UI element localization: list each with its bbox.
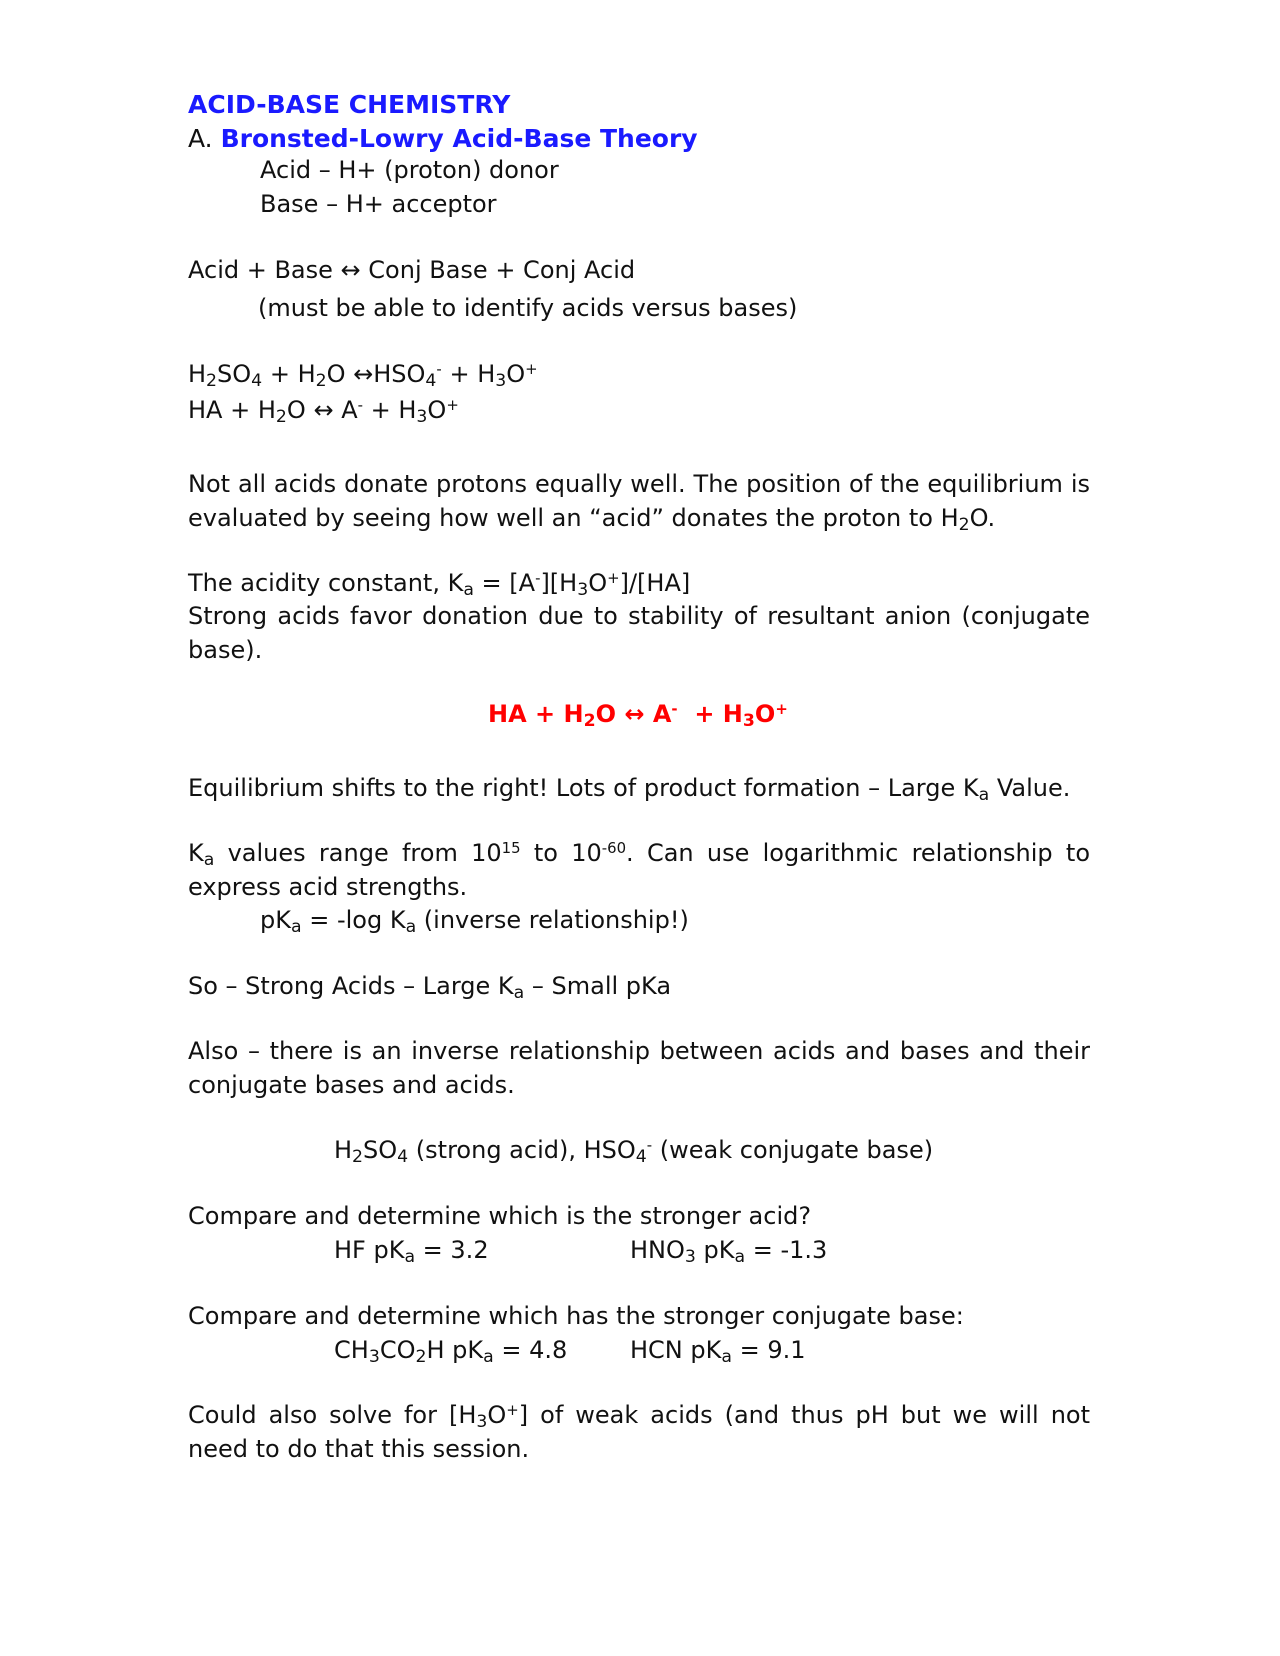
acidity-constant	[188, 568, 691, 600]
eq1-minus: -	[436, 359, 442, 378]
hf-b: = 3.2	[415, 1236, 489, 1264]
ch3-a: CH	[334, 1336, 369, 1364]
range-d: . Can use logarithmic relationship to express acid strengths.	[188, 839, 1091, 901]
red-ha: HA	[488, 700, 527, 728]
red-plus: +	[535, 700, 556, 728]
eq1-h3o-o: O	[506, 360, 526, 388]
red-plus-2: +	[694, 700, 715, 728]
eq2-water-o: O	[286, 396, 306, 424]
ch3-ka-sub: a	[483, 1346, 494, 1367]
reaction-note: (must be able to identify acids versus bases)	[258, 294, 798, 322]
section-title: Bronsted-Lowry Acid-Base Theory	[220, 124, 698, 153]
hno-a: HNO	[630, 1236, 685, 1264]
so-b: – Small pKa	[524, 972, 672, 1000]
paragraph-proton-donation	[188, 467, 1090, 535]
eq1-water-h: H	[297, 360, 316, 388]
ch3-d: = 4.8	[493, 1336, 568, 1364]
strong-acid-example	[334, 1135, 934, 1167]
range-k: K	[188, 839, 204, 867]
range-exp1: 15	[501, 838, 521, 857]
hf-a: HF pK	[334, 1236, 405, 1264]
eq1-so: SO	[217, 360, 252, 388]
pka-c: (inverse relationship!)	[416, 906, 689, 934]
range-exp2: -60	[601, 838, 627, 857]
reaction-left: Acid + Base	[188, 256, 333, 284]
red-water-o: O	[595, 700, 617, 728]
could-charge: +	[506, 1400, 519, 1419]
compare-acid-question: Compare and determine which is the stronger acid?	[188, 1202, 812, 1230]
eq2-water-sub: 2	[275, 406, 287, 427]
so-sub: a	[513, 982, 525, 1003]
eq2-water-h: H	[257, 396, 276, 424]
red-h3o-sub: 3	[742, 710, 755, 731]
shift-sub: a	[978, 784, 990, 805]
ex-weak: (weak conjugate base)	[652, 1136, 934, 1164]
ex-sub-2: 2	[352, 1146, 364, 1167]
ka-end: ]/[HA]	[619, 569, 691, 597]
pka-sub: a	[290, 916, 302, 937]
eq2-a-charge: -	[357, 395, 363, 414]
base-definition: Base – H+ acceptor	[260, 190, 497, 218]
equilibrium-arrow-icon: ↔	[353, 360, 374, 388]
ch3-b: CO	[379, 1336, 416, 1364]
eq2-h3o-o: O	[427, 396, 447, 424]
eq1-h3o-h: H	[477, 360, 496, 388]
could-c: ] of weak acids (and thus pH but we will not need to do that this session.	[188, 1401, 1090, 1463]
p1-sub: 2	[958, 514, 970, 535]
strong-acid-summary	[188, 972, 672, 1003]
red-water-sub: 2	[583, 710, 596, 731]
co2-sub: 2	[415, 1346, 427, 1367]
eq2-h3o-sub: 3	[416, 406, 428, 427]
eq1-h3o-charge: +	[525, 359, 538, 378]
ch3-c: H pK	[426, 1336, 484, 1364]
range-b: values range from 10	[214, 839, 502, 867]
range-c: to 10	[520, 839, 602, 867]
equilibrium-arrow-icon: ↔	[313, 396, 334, 424]
eq2-ha: HA	[188, 396, 223, 424]
hno-ka-sub: a	[734, 1246, 746, 1267]
ka-o: O	[588, 569, 608, 597]
ex-h: H	[334, 1136, 353, 1164]
red-h3o-h: H	[722, 700, 743, 728]
eq1-sub-4: 4	[251, 370, 263, 391]
eq2-h3o-charge: +	[446, 395, 459, 414]
eq1-sub-2: 2	[206, 370, 218, 391]
could-a: Could also solve for [H	[188, 1401, 477, 1429]
ka-mid: ][H	[540, 569, 578, 597]
could-sub: 3	[476, 1411, 488, 1432]
ex-hso-sub: 4	[635, 1146, 647, 1167]
ka-h3o-sub: 3	[577, 579, 589, 600]
red-a: A	[652, 700, 672, 728]
pka-sub-2: a	[405, 916, 417, 937]
eq2-plus: +	[230, 396, 251, 424]
eq1-water-o: O	[326, 360, 346, 388]
hno-c: = -1.3	[745, 1236, 828, 1264]
highlighted-equation	[488, 699, 788, 731]
sulfuric-acid-equation	[188, 359, 538, 391]
eq1-hso: HSO	[373, 360, 426, 388]
hcn-pka	[630, 1336, 806, 1367]
eq2-h3o-h: H	[398, 396, 417, 424]
section-prefix: A.	[188, 124, 213, 153]
ex-label: (strong acid), HSO	[408, 1136, 636, 1164]
hno3-pka	[630, 1236, 828, 1267]
hno-sub: 3	[684, 1246, 696, 1267]
eq1-h3o-sub: 3	[495, 370, 507, 391]
general-reaction	[188, 258, 635, 282]
p1-end: O.	[969, 504, 996, 532]
pka-b: = -log K	[301, 906, 406, 934]
page-title: ACID-BASE CHEMISTRY	[188, 90, 511, 119]
ka-sub: a	[463, 579, 474, 600]
section-heading	[188, 126, 698, 151]
inverse-relationship-paragraph: Also – there is an inverse relationship between acids and bases and their conjugate bases and acids.	[188, 1037, 1090, 1099]
ka-range-paragraph	[188, 836, 1090, 904]
acetic-acid-pka	[334, 1336, 568, 1367]
hcn-a: HCN pK	[630, 1336, 722, 1364]
p1-text: Not all acids donate protons equally well. The position of the equilibrium is evaluated by seeing how well an “acid” donates the proton to H	[188, 470, 1090, 532]
ka-h3o-charge: +	[607, 568, 620, 587]
generic-acid-equation	[188, 395, 459, 427]
shift-a: Equilibrium shifts to the right! Lots of product formation – Large K	[188, 774, 979, 802]
ka-lead: The acidity constant, K	[188, 569, 464, 597]
closing-paragraph	[188, 1398, 1090, 1466]
eq1-plus-2: +	[449, 360, 470, 388]
hf-sub: a	[404, 1246, 416, 1267]
eq2-a: A	[341, 396, 358, 424]
red-h3o-o: O	[754, 700, 776, 728]
hf-pka	[334, 1236, 489, 1267]
equilibrium-arrow-icon: ↔	[340, 256, 361, 284]
ka-a-charge: -	[535, 568, 541, 587]
acid-definition: Acid – H+ (proton) donor	[260, 156, 559, 184]
hcn-sub: a	[721, 1346, 732, 1367]
shift-b: Value.	[989, 774, 1071, 802]
pka-a: pK	[260, 906, 291, 934]
equilibrium-arrow-icon: ↔	[624, 700, 645, 728]
pka-definition	[260, 906, 689, 937]
equilibrium-shift-text	[188, 774, 1071, 805]
red-water-h: H	[563, 700, 584, 728]
red-h3o-charge: +	[775, 699, 788, 718]
eq1-plus: +	[269, 360, 290, 388]
red-a-charge: -	[671, 699, 678, 718]
ex-charge: -	[646, 1135, 653, 1154]
ex-sub-4: 4	[397, 1146, 409, 1167]
eq1-hso-sub: 4	[425, 370, 437, 391]
eq1-water-sub: 2	[315, 370, 327, 391]
ch3-sub: 3	[368, 1346, 380, 1367]
range-sub: a	[203, 849, 215, 870]
hno-b: pK	[695, 1236, 735, 1264]
compare-base-question: Compare and determine which has the stronger conjugate base:	[188, 1302, 964, 1330]
hcn-b: = 9.1	[731, 1336, 806, 1364]
eq1-h: H	[188, 360, 207, 388]
reaction-right: Conj Base + Conj Acid	[368, 256, 636, 284]
ex-so: SO	[363, 1136, 398, 1164]
eq2-plus-2: +	[370, 396, 391, 424]
so-a: So – Strong Acids – Large K	[188, 972, 514, 1000]
strong-acids-paragraph: Strong acids favor donation due to stability of resultant anion (conjugate base).	[188, 602, 1090, 664]
ka-eq: = [A	[473, 569, 536, 597]
could-b: O	[487, 1401, 507, 1429]
